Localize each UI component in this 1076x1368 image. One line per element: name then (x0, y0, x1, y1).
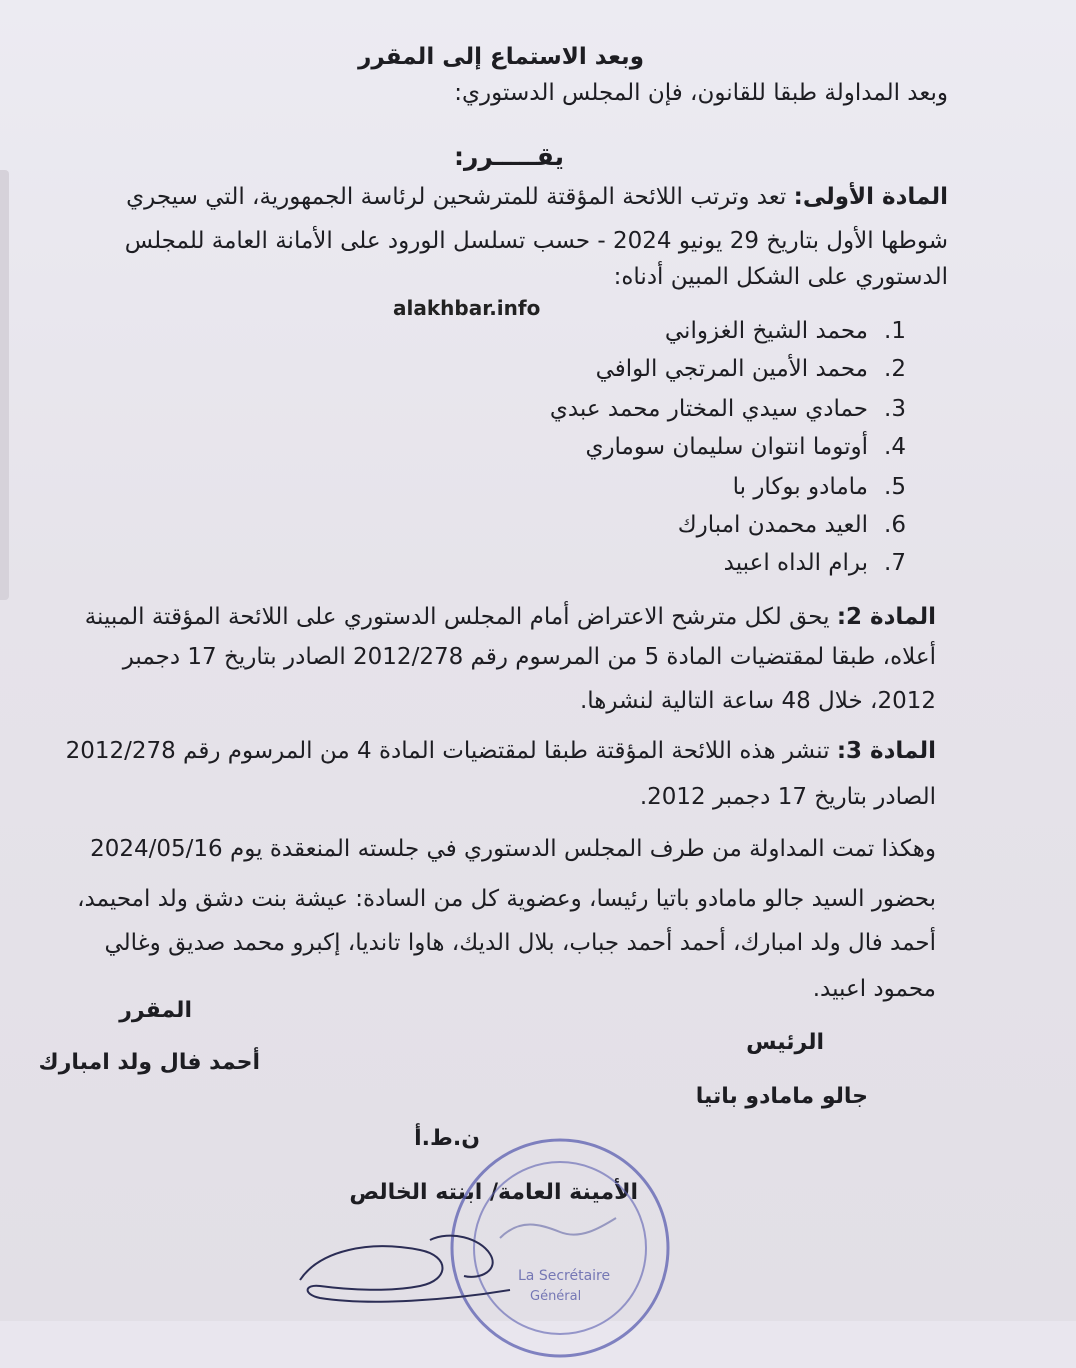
article2-label: المادة 2: (836, 604, 936, 630)
site-watermark: alakhbar.info (393, 296, 541, 320)
deliberation-line4: محمود اعبيد. (812, 976, 936, 1002)
article3-line2: الصادر بتاريخ 17 دجمبر 2012. (639, 784, 936, 810)
handwritten-signature (280, 1220, 540, 1320)
page-edge (0, 170, 9, 600)
candidate-item: 5.مامادو بوكار با (732, 474, 906, 500)
svg-text:Général: Général (530, 1289, 582, 1304)
article1-text1: تعد وترتب اللائحة المؤقتة للمترشحين لرئاسة الجمهورية، التي سيجري (126, 184, 787, 210)
rapporteur-title: المقرر (119, 998, 192, 1023)
candidate-item: 7.برام الداه اعبيد (723, 550, 906, 576)
article1-line3: الدستوري على الشكل المبين أدناه: (613, 264, 948, 290)
article1-label: المادة الأولى: (793, 184, 948, 210)
candidate-item: 2.محمد الأمين المرتجي الوافي (595, 356, 906, 382)
article1-line1 (126, 184, 948, 210)
candidate-item: 6.العيد محمدن امبارك (677, 512, 906, 538)
article1-line2: شوطها الأول بتاريخ 29 يونيو 2024 - حسب تسلسل الورود على الأمانة العامة للمجلس (124, 228, 948, 254)
secretary-general-line: الأمينة العامة/ ابنته الخالص (349, 1180, 638, 1205)
intro-line: وبعد المداولة طبقا للقانون، فإن المجلس الدستوري: (454, 80, 948, 106)
rapporteur-heading: وبعد الاستماع إلى المقرر (358, 44, 644, 70)
article3-line1: المادة 3: تنشر هذه اللائحة المؤقتة طبقا لمقتضيات المادة 4 من المرسوم رقم 2012/278 (65, 738, 936, 764)
rapporteur-name: أحمد فال ولد امبارك (38, 1050, 260, 1075)
deliberation-line2: بحضور السيد جالو مامادو باتيا رئيسا، وعضوية كل من السادة: عيشة بنت دشق ولد امحيمد، (77, 886, 936, 912)
deliberation-line1: وهكذا تمت المداولة من طرف المجلس الدستوري في جلسته المنعقدة يوم 2024/05/16 (90, 836, 936, 862)
candidate-item: 3.حمادي سيدي المختار محمد عبدي (549, 396, 906, 422)
president-title: الرئيس (746, 1030, 824, 1055)
candidate-item: 4.أوتوما انتوان سليمان سوماري (585, 434, 906, 460)
candidate-item: 1.محمد الشيخ الغزواني (664, 318, 906, 344)
president-name: جالو مامادو باتيا (695, 1084, 868, 1109)
article2-line3: 2012، خلال 48 ساعة التالية لنشرها. (579, 688, 936, 714)
article3-label: المادة 3: (836, 738, 936, 764)
on-behalf-note: ن.ط.أ (414, 1126, 480, 1151)
svg-text:La Secrétaire: La Secrétaire (518, 1268, 611, 1284)
article2-line1: المادة 2: يحق لكل مترشح الاعتراض أمام المجلس الدستوري على اللائحة المؤقتة المبينة (84, 604, 936, 630)
deliberation-line3: أحمد فال ولد امبارك، أحمد أحمد جباب، بلال الديك، هاوا تانديا، إكبرو محمد صديق وغالي (104, 930, 936, 956)
article2-line2: أعلاه، طبقا لمقتضيات المادة 5 من المرسوم رقم 2012/278 الصادر بتاريخ 17 دجمبر (122, 644, 936, 670)
decides-title: يقـــــرر: (453, 142, 564, 171)
